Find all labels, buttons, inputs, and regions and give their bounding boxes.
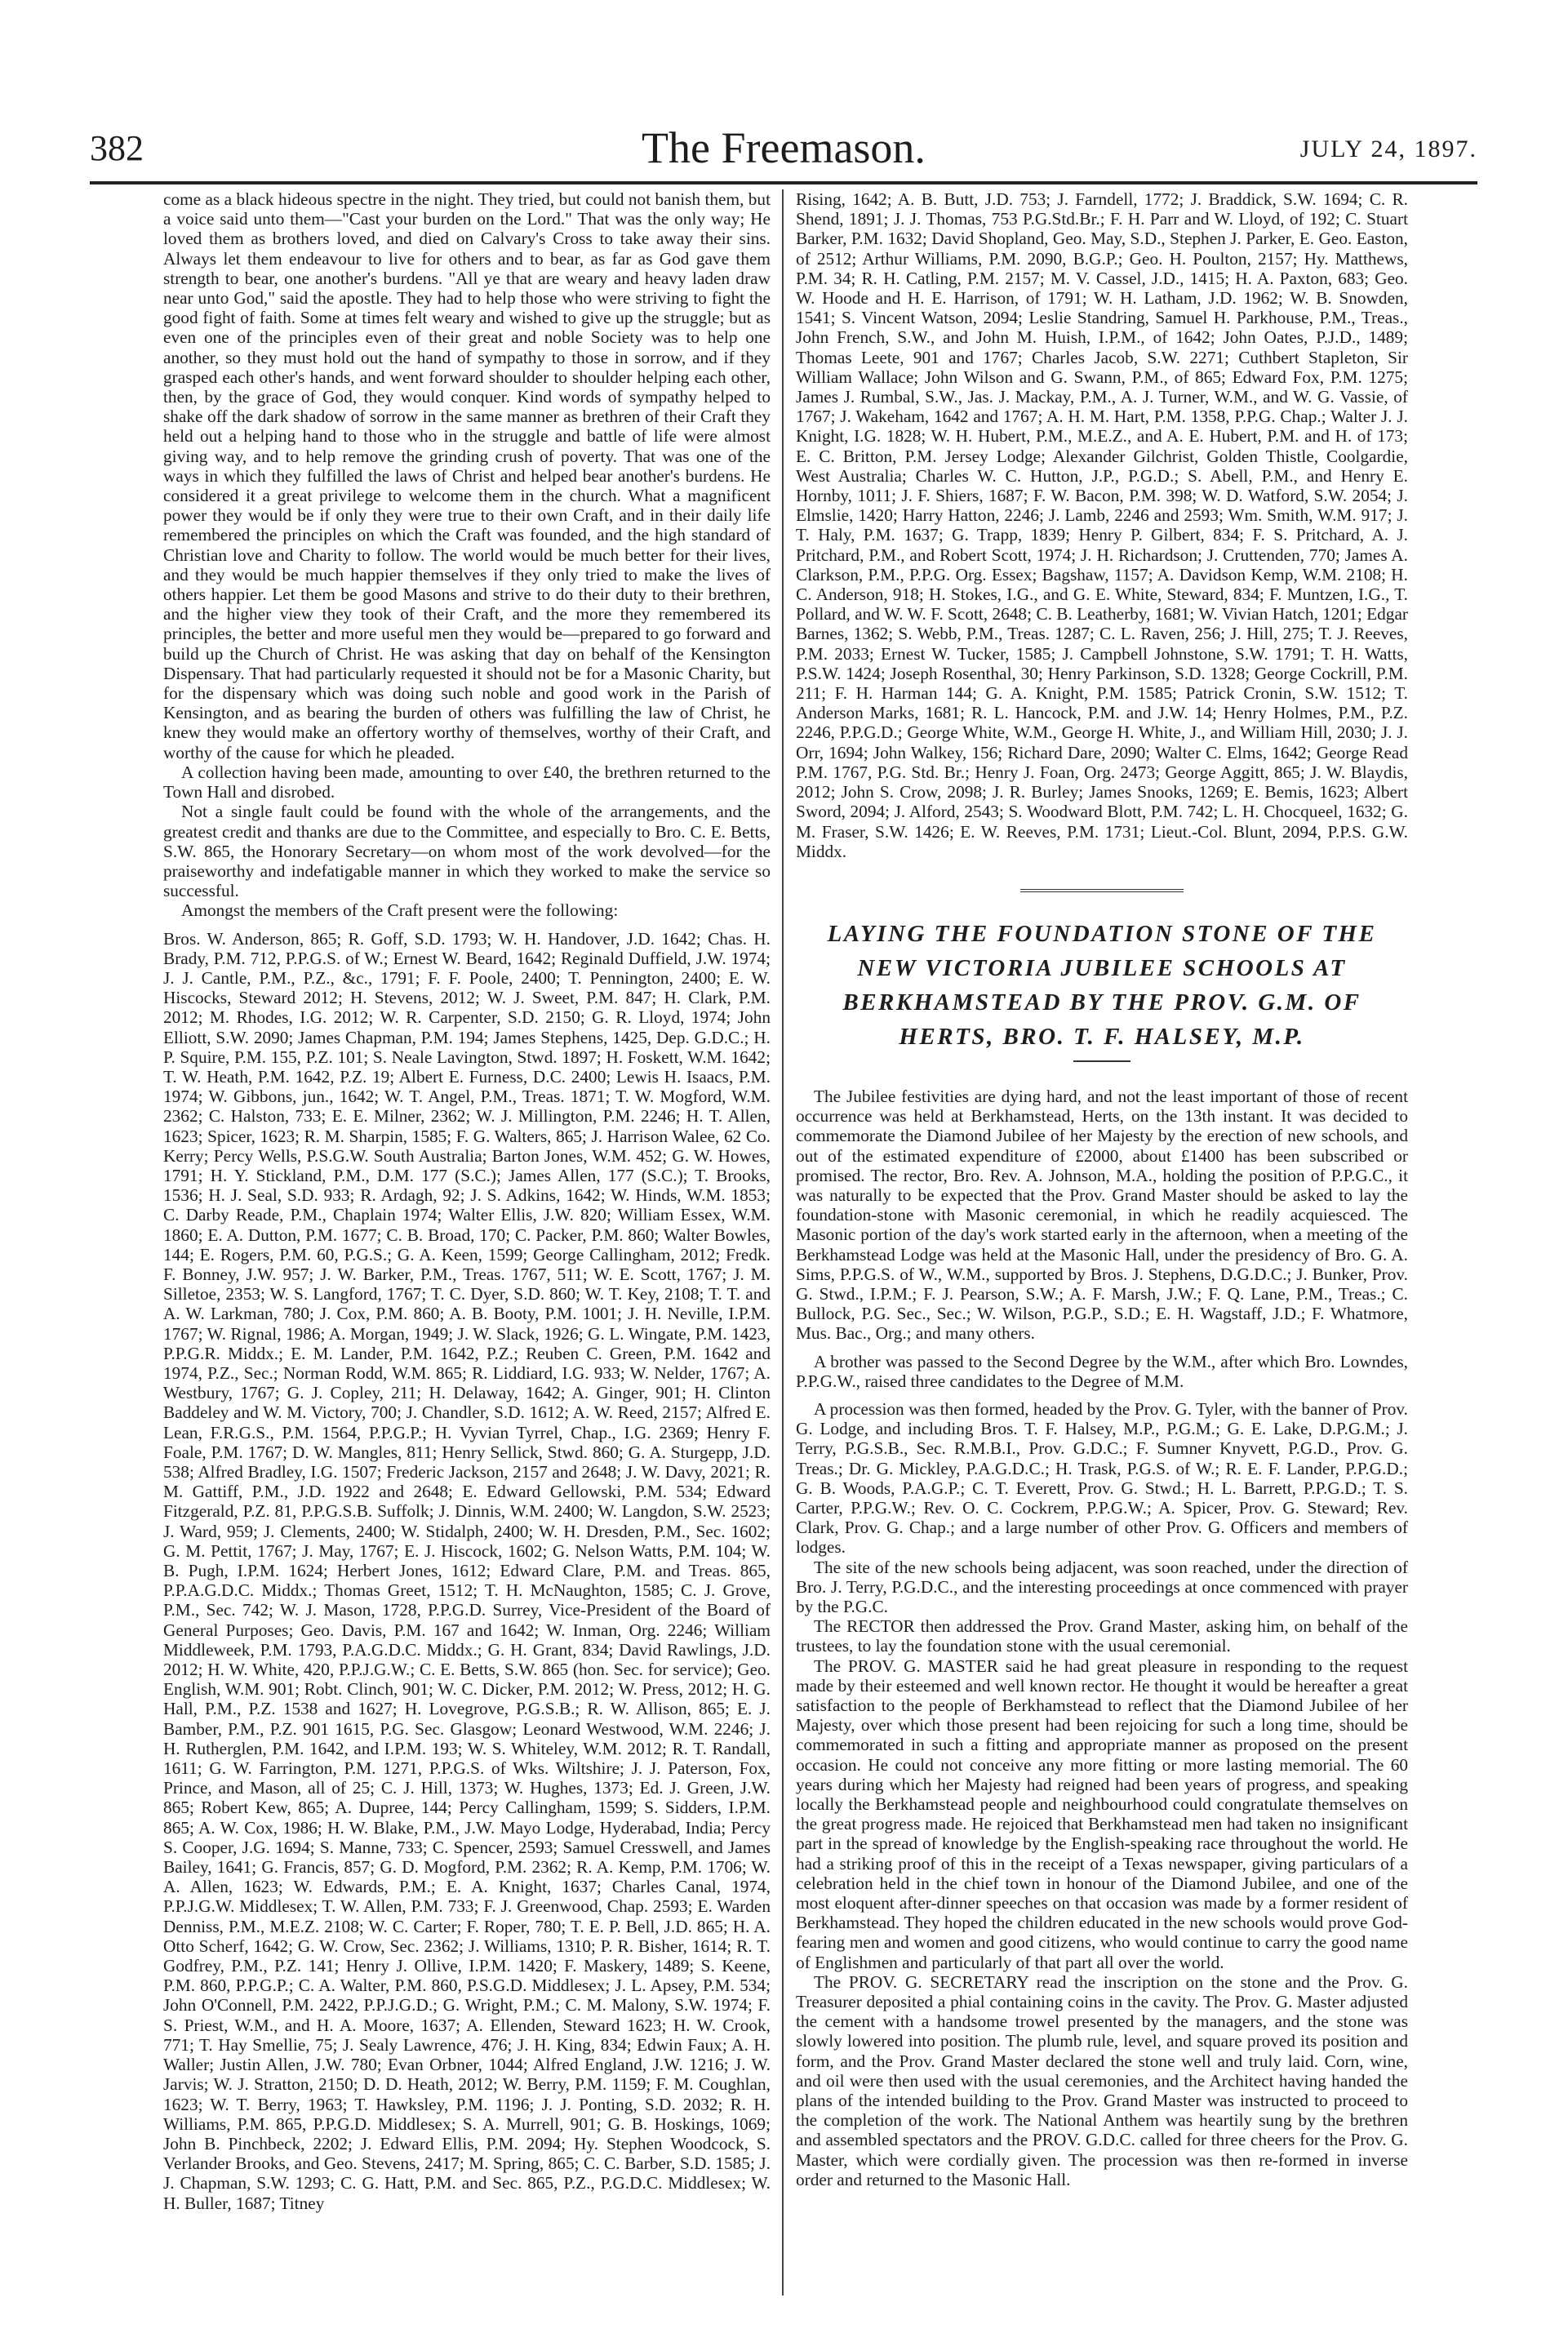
- members-list: Bros. W. Anderson, 865; R. Goff, S.D. 1793; W. H. Handover, J.D. 1642; Chas. H. Brady, P.M. 712, P.P.G.S. of W.; Ernest W. Beard, 1642; Reginald Duffield, J.W. 1974; J. J. Cantle, P.M., P.Z., &c., 1791; F. F. Poole, 2400; T. Pennington, 2400; E. W. Hiscocks, Steward 2012; H. Stevens, 2012; W. J. Sweet, P.M. 847; H. Clark, P.M. 2012; M. Rhodes, I.G. 2012; W. R. Carpenter, S.D. 2150; G. R. Lloyd, 1974; John Elliott, S.W. 2090; James Chapman, P.M. 194; James Stephens, 1425, Dep. G.D.C.; H. P. Squire, P.M. 155, P.Z. 101; S. Neale Lavington, Stwd. 1897; H. Foskett, W.M. 1642; T. W. Heath, P.M. 1642, P.Z. 19; Albert E. Furness, D.C. 2400; Lewis H. Isaacs, P.M. 1974; W. Gibbons, jun., 1642; W. T. Angel, P.M., Treas. 1871; T. W. Mogford, W.M. 2362; C. Halston, 733; E. E. Milner, 2362; W. J. Millington, P.M. 2246; H. T. Allen, 1623; Spicer, 1623; R. M. Sharpin, 1585; F. G. Walters, 865; J. Harrison Walee, 62 Co. Kerry; Percy Wells, P.S.G.W. South Australia; Barton Jones, W.M. 452; G. W. Howes, 1791; H. Y. Stickland, P.M., D.M. 177 (S.C.); James Allen, 177 (S.C.); T. Brooks, 1536; H. J. Seal, S.D. 933; R. Ardagh, 92; J. S. Adkins, 1642; W. Hinds, W.M. 1853; C. Darby Reade, P.M., Chaplain 1974; Walter Ellis, J.W. 820; William Essex, W.M. 1860; E. A. Dutton, P.M. 1677; C. B. Broad, 170; C. Packer, P.M. 860; Walter Bowles, 144; E. Rogers, P.M. 60, P.G.S.; G. A. Keen, 1599; George Callingham, 2012; Fredk. F. Bonney, J.W. 957; J. W. Barker, P.M., Treas. 1767, 511; W. E. Scott, 1767; J. M. Silletoe, 2353; W. S. Langford, 1767; T. C. Dyer, S.D. 860; W. T. Key, 2108; T. T. and A. W. Larkman, 780; J. Cox, P.M. 860; A. B. Booty, P.M. 1001; J. H. Neville, I.P.M. 1767; W. Rignal, 1986; A. Morgan, 1949; J. W. Slack, 1926; G. L. Wingate, P.M. 1423, P.P.G.R. Middx.; E. M. Lander, P.M. 1642, P.Z.; Reuben C. Green, P.M. 1642 and 1974, P.Z., Sec.; Norman Rodd, W.M. 865; R. Liddiard, I.G. 933; W. Nelder, 1767; A. Westbury, 1767; G. J. Copley, 211; H. Delaway, 1642; A. Ginger, 901; H. Clinton Baddeley and W. M. Victory, 700; J. Chandler, S.D. 1612; A. W. Reed, 2157; Alfred E. Lean, F.R.G.S., P.M. 1564, P.P.G.P.; H. Vyvian Tyrrel, Chap., I.G. 2369; Henry F. Foale, P.M. 1767; D. W. Mangles, 811; Henry Sellick, Stwd. 860; G. A. Sturgepp, J.D. 538; Alfred Bradley, I.G. 1507; Frederic Jackson, 2157 and 2648; J. W. Davy, 2021; R. M. Gattiff, P.M., J.D. 1922 and 2648; E. Edward Gellowski, P.M. 534; Edward Fitzgerald, P.Z. 81, P.P.G.S.B. Suffolk; J. Dinnis, W.M. 2400; W. Langdon, S.W. 2523; J. Ward, 959; J. Clements, 2400; W. Stidalph, 2400; W. H. Dresden, P.M., Sec. 1602; G. M. Pettit, 1767; J. May, 1767; E. J. Hiscock, 1602; G. Nelson Watts, P.M. 104; W. B. Pugh, I.P.M. 1624; Herbert Jones, 1612; Edward Clare, P.M. and Treas. 865, P.P.A.G.D.C. Middx.; Thomas Greet, 1512; T. H. McNaughton, 1585; C. J. Grove, P.M., Sec. 742; W. J. Mason, 1728, P.P.G.D. Surrey, Vice-President of the Board of General Purposes; Geo. Davis, P.M. 167 and 1642; W. Inman, Org. 2246; William Middleweek, P.M. 1793, P.A.G.D.C. Middx.; G. H. Grant, 834; David Rawlings, J.D. 2012; H. W. White, 420, P.P.J.G.W.; C. E. Betts, S.W. 865 (hon. Sec. for service); Geo. English, W.M. 901; Robt. Clinch, 901; W. C. Dicker, P.M. 2012; W. Press, 2012; H. G. Hall, P.M., P.Z. 1538 and 1627; H. Lovegrove, P.G.S.B.; R. W. Allison, 865; E. J. Bamber, P.M., P.Z. 901 1615, P.G. Sec. Glasgow; Leonard Westwood, W.M. 2246; J. H. Rutherglen, P.M. 1642, and I.P.M. 193; W. S. Whiteley, W.M. 2012; R. T. Randall, 1611; G. W. Farrington, P.M. 1271, P.P.G.S. of Wks. Wiltshire; J. J. Paterson, Fox, Prince, and Mason, all of 25; C. J. Hill, 1373; W. Hughes, 1373; Ed. J. Green, J.W. 865; Robert Kew, 865; A. Dupree, 144; Percy Callingham, 1599; S. Sidders, I.P.M. 865; A. W. Cox, 1986; H. W. Blake, P.M., J.W. Mayo Lodge, Hyderabad, India; Percy S. Cooper, J.G. 1694; S. Manne, 733; C. Spencer, 2593; Samuel Cresswell, and James Bailey, 1641; G. Francis, 857; G. D. Mogford, P.M. 2362; R. A. Kemp, P.M. 1706; W. A. Allen, 1623; W. Edwards, P.M.; E. A. Knight, 1637; Charles Canal, 1974, P.P.J.G.W. Middlesex; T. W. Allen, P.M. 733; F. J. Greenwood, Chap. 2593; E. Warden Denniss, P.M., M.E.Z. 2108; W. C. Carter; F. Roper, 780; T. E. P. Bell, J.D. 865; H. A. Otto Scherf, 1642; G. W. Crow, Sec. 2362; J. Williams, 1310; P. R. Bisher, 1614; R. T. Godfrey, P.M., P.Z. 141; Henry J. Ollive, I.P.M. 1420; F. Maskery, 1489; S. Keene, P.M. 860, P.P.G.P.; C. A. Walter, P.M. 860, P.S.G.D. Middlesex; J. L. Apsey, P.M. 534; John O'Connell, P.M. 2422, P.P.J.G.D.; G. Wright, P.M.; C. M. Malony, S.W. 1974; F. S. Priest, W.M., and H. A. Moore, 1637; A. Ellenden, Steward 1623; H. W. Crook, 771; T. Hay Smellie, 75; J. Sealy Lawrence, 476; J. H. King, 834; Edwin Faux; A. H. Waller; Justin Allen, J.W. 780; Evan Orbner, 1044; Alfred England, J.W. 1216; J. W. Jarvis; W. J. Stratton, 2150; D. D. Heath, 2012; W. Berry, P.M. 1159; F. M. Coughlan, 1623; W. T. Berry, 1963; T. Hawksley, P.M. 1196; J. J. Ponting, S.D. 2032; R. H. Williams, P.M. 865, P.P.G.D. Middlesex; S. A. Murrell, 901; G. B. Hoskings, 1069; John B. Pinchbeck, 2202; J. Edward Ellis, P.M. 2094; Hy. Stephen Woodcock, S. Verlander Brooks, and Geo. Stevens, 2417; M. Spring, 865; C. C. Barber, S.D. 1585; J. J. Chapman, S.W. 1293; C. G. Hatt, P.M. and Sec. 865, P.Z., P.G.D.C. Middlesex; W. H. Buller, 1687; Titney: [163, 928, 771, 2213]
- column-divider: [782, 189, 784, 2296]
- page-number: 382: [90, 128, 144, 168]
- article-paragraph: The PROV. G. MASTER said he had great pleasure in responding to the request made by their esteemed and well known rector. He thought it would be hereafter a great satisfaction to the people of Berkhamstead to reflect that the Diamond Jubilee of her Majesty, over which those present had been rejoicing for such a long time, should be commemorated in such a fitting and appropriate manner as proposed on the present occasion. He could not conceive any more fitting or more lasting memorial. The 60 years during which her Majesty had reigned had been years of progress, and speaking locally the Berkhamstead people and neighbourhood could congratulate themselves on the great progress made. He rejoiced that Berkhamstead men had taken no insignificant part in the spread of knowledge by the English-speaking race throughout the world. He had a striking proof of this in the receipt of a Texas newspaper, giving particulars of a celebration held in the chief town in honour of the Diamond Jubilee, and one of the most eloquent after-dinner speeches on that occasion was made by a former resident of Berkhamstead. They hoped the children educated in the new schools would prove God-fearing men and women and good citizens, who would continue to carry the good name of Englishmen and particularly of that part all over the world.: [796, 1656, 1408, 1972]
- article-paragraph: The Jubilee festivities are dying hard, and not the least important of those of recent occurrence was held at Berkhamstead, Herts, on the 13th instant. It was decided to commemorate the Diamond Jubilee of her Majesty by the erection of new schools, and out of the estimated expenditure of £2000, about £1400 has been subscribed or promised. The rector, Bro. Rev. A. Johnson, M.A., holding the position of P.P.G.C., it was naturally to be expected that the Prov. Grand Master should be asked to lay the foundation-stone with Masonic ceremonial, in which he readily acquiesced. The Masonic portion of the day's work started early in the afternoon, when a meeting of the Berkhamstead Lodge was held at the Masonic Hall, under the presidency of Bro. G. A. Sims, P.P.G.S. of W., W.M., supported by Bros. J. Stephens, D.G.D.C.; J. Bunker, Prov. G. Stwd., I.P.M.; F. J. Pearson, S.W.; A. F. Marsh, J.W.; F. Q. Lane, P.M., Treas.; C. Bullock, P.G. Sec., Sec.; W. Wilson, P.G.P., S.D.; E. H. Wagstaff, J.D.; F. Whatmore, Mus. Bac., Org.; and many others.: [796, 1086, 1408, 1344]
- collection-paragraph: A collection having been made, amounting to over £40, the brethren returned to the Town Hall and disrobed.: [163, 762, 771, 802]
- section-rule: [1020, 889, 1184, 894]
- members-intro: Amongst the members of the Craft present were the following:: [181, 900, 619, 921]
- page-header: [90, 122, 1477, 180]
- left-column: [163, 189, 771, 2213]
- right-column: [796, 189, 1408, 2189]
- article-paragraph: The site of the new schools being adjacent, was soon reached, under the direction of Bro. J. Terry, P.G.D.C., and the interesting proceedings at once commenced with prayer by the P.G.C.: [796, 1557, 1408, 1616]
- article-paragraph: The PROV. G. SECRETARY read the inscription on the stone and the Prov. G. Treasurer deposited a phial containing coins in the cavity. The Prov. G. Master adjusted the cement with a handsome trowel presented by the managers, and the stone was slowly lowered into position. The plumb rule, level, and square proved its position and form, and the Prov. Grand Master declared the stone well and truly laid. Corn, wine, and oil were then used with the usual ceremonies, and the Architect having handed the plans of the intended building to the Prov. Grand Master was instructed to proceed to the completion of the work. The National Anthem was heartily sung by the brethren and assembled spectators and the PROV. G.D.C. called for three cheers for the Prov. G. Master, which were cordially given. The procession was then re-formed in inverse order and returned to the Masonic Hall.: [796, 1971, 1408, 2189]
- sermon-paragraph: come as a black hideous spectre in the night. They tried, but could not banish them, but a voice said unto them—"Cast your burden on the Lord." That was the only way; He loved them as brothers loved, and died on Calvary's Cross to take away their sins. Always let them endeavour to live for others and to bear, as far as God gave them strength to bear, one another's burdens. "All ye that are weary and heavy laden draw near unto God," said the apostle. They had to help those who were striving to fight the good fight of faith. Some at times felt weary and wished to give up the struggle; but as even one of the principles even of their great and noble Society was to help one another, so they must hold out the hand of sympathy to those in sorrow, and if they grasped each other's hands, and went forward shoulder to shoulder helping each other, then, by the grace of God, they would conquer. Kind words of sympathy helped to shake off the dark shadow of sorrow in the same manner as brethren of their Craft they held out a helping hand to those who in the struggle and battle of life were almost giving way, and to help remove the grinding crush of poverty. That was one of the ways in which they fulfilled the laws of Christ and helped bear another's burdens. He considered it a great privilege to welcome them in the church. What a magnificent power they would be if only they were true to their own Craft, and in their daily life remembered the principles on which the Craft was founded, and the high standard of Christian love and Charity to follow. The world would be much better for their lives, and they would be much happier themselves if they only tried to make the lives of others happier. Let them be good Masons and strive to do their duty to their brethren, and the higher view they took of their Craft, and the more they remembered its principles, the better and more useful men they would be—prepared to go forward and build up the Church of Christ. He was asking that day on behalf of the Kensington Dispensary. That had particularly requested it should not be for a Masonic Charity, but for the dispensary which was doing such noble and good work in the Parish of Kensington, and as bearing the burden of others was fulfilling the law of Christ, he knew they would make an offertory worthy of themselves, worthy of their Craft, and worthy of the cause for which he pleaded.: [163, 189, 771, 762]
- header-rule: [90, 181, 1477, 184]
- masthead-title: The Freemason.: [642, 123, 926, 172]
- article-title: LAYING THE FOUNDATION STONE OF THE NEW VICTORIA JUBILEE SCHOOLS AT BERKHAMSTEAD BY THE PROV. G.M. OF HERTS, BRO. T. F. HALSEY, M.P.: [827, 920, 1377, 1050]
- article-paragraph: A brother was passed to the Second Degree by the W.M., after which Bro. Lowndes, P.P.G.W., raised three candidates to the Degree of M.M.: [796, 1351, 1408, 1391]
- article-paragraph: The RECTOR then addressed the Prov. Grand Master, asking him, on behalf of the trustees, to lay the foundation stone with the usual ceremonial.: [796, 1616, 1408, 1656]
- members-list-continued: Rising, 1642; A. B. Butt, J.D. 753; J. Farndell, 1772; J. Braddick, S.W. 1694; C. R. Shend, 1891; J. J. Thomas, 753 P.G.Std.Br.; F. H. Parr and W. Lloyd, of 192; C. Stuart Barker, P.M. 1632; David Shopland, Geo. May, S.D., Stephen J. Parker, E. Geo. Easton, of 2512; Arthur Williams, P.M. 2090, B.G.P.; Geo. H. Poulton, 2157; Hy. Matthews, P.M. 34; R. H. Catling, P.M. 2157; M. V. Cassel, J.D., 1415; H. A. Paxton, 683; Geo. W. Hoode and H. E. Harrison, of 1791; W. H. Latham, J.D. 1962; W. B. Snowden, 1541; S. Vincent Watson, 2094; Leslie Standring, Samuel H. Parkhouse, P.M., Treas., John French, S.W., and John M. Huish, I.P.M., of 1642; John Oates, P.J.D., 1489; Thomas Leete, 901 and 1767; Charles Jacob, S.W. 2271; Cuthbert Stapleton, Sir William Wallace; John Wilson and G. Swann, P.M., of 865; Edward Fox, P.M. 1275; James J. Rumbal, S.W., Jas. J. Mackay, P.M., A. J. Turner, W.M., and W. G. Vassie, of 1767; J. Wakeham, 1642 and 1767; A. H. M. Hart, P.M. 1358, P.P.G. Chap.; Walter J. J. Knight, I.G. 1828; W. H. Hubert, P.M., M.E.Z., and A. E. Hubert, P.M. and H. of 173; E. C. Britton, P.M. Jersey Lodge; Alexander Gilchrist, Golden Thistle, Coolgardie, West Australia; Charles W. C. Hutton, J.P., P.G.D.; S. Abell, P.M., and Henry E. Hornby, 1011; J. F. Shiers, 1687; F. W. Bacon, P.M. 398; W. D. Watford, S.W. 2054; J. Elmslie, 1420; Harry Hatton, 2246; J. Lamb, 2246 and 2593; Wm. Smith, W.M. 917; J. T. Haly, P.M. 1637; G. Trapp, 1839; Henry P. Gilbert, 834; F. S. Pritchard, A. J. Pritchard, P.M., and Robert Scott, 1974; J. H. Richardson; J. Cruttenden, 770; James A. Clarkson, P.M., P.P.G. Org. Essex; Bagshaw, 1157; A. Davidson Kemp, W.M. 2108; H. C. Anderson, 918; H. Stokes, I.G., and G. E. White, Steward, 834; F. Muntzen, I.G., T. Pollard, and W. W. F. Scott, 2648; C. B. Leatherby, 1681; W. Vivian Hatch, 1201; Edgar Barnes, 1362; S. Webb, P.M., Treas. 1287; C. L. Raven, 256; J. Hill, 275; T. J. Reeves, P.M. 2033; Ernest W. Tucker, 1585; J. Campbell Johnstone, S.W. 1791; T. H. Watts, P.S.W. 1424; Joseph Rosenthal, 30; Henry Parkinson, S.D. 1328; George Cockrill, P.M. 211; F. H. Harman 144; G. A. Knight, P.M. 1585; Patrick Cronin, S.W. 1512; T. Anderson Marks, 1681; R. L. Hancock, P.M. and J.W. 14; Henry Holmes, P.M., P.Z. 2246, P.P.G.D.; George White, W.M., George H. White, J., and William Hill, 2030; J. J. Orr, 1694; John Walkey, 156; Richard Dare, 2090; Walter C. Elms, 1642; George Read P.M. 1767, P.G. Std. Br.; Henry J. Foan, Org. 2473; George Aggitt, 865; J. W. Blaydis, 2012; John S. Crow, 2098; J. R. Burley; James Snooks, 1269; E. Bemis, 1623; Albert Sword, 2094; J. Alford, 2543; S. Woodward Blott, P.M. 742; L. H. Chocqueel, 1632; G. M. Fraser, S.W. 1426; E. W. Reeves, P.M. 1731; Lieut.-Col. Blunt, 2094, P.P.S. G.W. Middx.: [796, 189, 1408, 861]
- title-underline: [1073, 1060, 1130, 1062]
- credit-paragraph: Not a single fault could be found with the whole of the arrangements, and the greatest credit and thanks are due to the Committee, and especially to Bro. C. E. Betts, S.W. 865, the Honorary Secretary—on whom most of the work devolved—for the praiseworthy and indefatigable manner in which they worked to make the service so successful.: [163, 802, 771, 901]
- article-paragraph: A procession was then formed, headed by the Prov. G. Tyler, with the banner of Prov. G. Lodge, and including Bros. T. F. Halsey, M.P., P.G.M.; G. E. Lake, D.P.G.M.; J. Terry, P.G.S.B., Sec. R.M.B.I., Prov. G.D.C.; F. Sumner Knyvett, P.G.D., Prov. G. Treas.; Dr. G. Mickley, P.A.G.D.C.; H. Trask, P.G.S. of W.; R. E. F. Lander, P.P.G.D.; G. B. Woods, P.A.G.P.; C. T. Everett, Prov. G. Stwd.; H. L. Barrett, P.P.G.D.; T. S. Carter, P.P.G.W.; Rev. O. C. Cockrem, P.P.G.W.; A. Spicer, Prov. G. Steward; Rev. Clark, Prov. G. Chap.; and a large number of other Prov. G. Officers and members of lodges.: [796, 1398, 1408, 1558]
- issue-date: JULY 24, 1897.: [1299, 136, 1477, 162]
